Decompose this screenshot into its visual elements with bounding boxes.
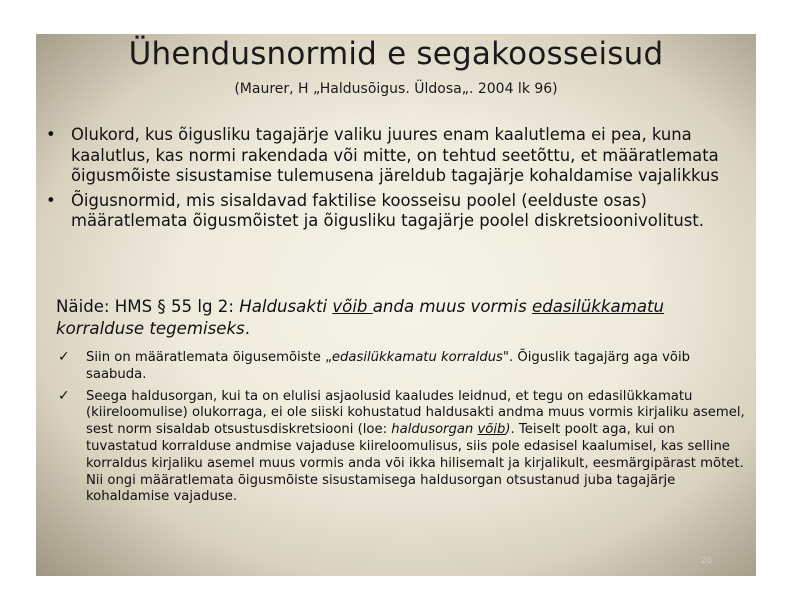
- check-list: [56, 350, 746, 511]
- check-text-italic-underlined: võib: [477, 422, 506, 438]
- check-item: [56, 389, 746, 507]
- slide: [36, 34, 756, 576]
- example-underlined-2: edasilükkamatu: [532, 297, 665, 316]
- example-italic-2: anda muus vormis: [372, 297, 533, 316]
- bullet-item: [42, 125, 754, 187]
- checkmark-icon: ✓: [58, 349, 70, 365]
- check-text-italic-end: ): [505, 422, 511, 438]
- slide-number: 20: [700, 556, 712, 566]
- bullet-list: [42, 125, 754, 236]
- check-text-pre: Siin on määratlemata õigusemõiste „: [86, 350, 332, 365]
- check-text-post: . Teiselt poolt aga, kui on tuvastatud korralduse andmise vajaduse kiireloomulisus, siis pole edasisel kaalumisel, kas selline korraldus kirjaliku asemel muus vormis anda või ikka hilisemalt ja kirjalikult, eesmärgipärast mõtet. Nii ongi määratlemata õigusmõiste sisustamisega haldusorgan otsustanud juba tagajärje kohaldamise vajaduse.: [86, 422, 744, 505]
- slide-subtitle: (Maurer, H „Haldusõigus. Üldosa„. 2004 lk 96): [234, 81, 558, 97]
- bullet-dot-icon: •: [46, 125, 56, 144]
- bullet-item: [42, 191, 754, 232]
- bullet-text: Olukord, kus õigusliku tagajärje valiku juures enam kaalutlema ei pea, kuna kaalutlus, kas normi rakendada või mitte, on tehtud seetõttu, et määratlemata õigusmõiste sisustamise tulemusena järeldub tagajärje kohaldamise vajalikkus: [71, 125, 719, 185]
- example-paragraph: [56, 296, 746, 340]
- example-italic-1: Haldusakti: [239, 297, 333, 316]
- bullet-text: Õigusnormid, mis sisaldavad faktilise koosseisu poolel (eelduste osas) määratlemata õigusmõistet ja õigusliku tagajärje poolel diskretsioonivolitust.: [71, 190, 704, 230]
- check-text-italic: edasilükkamatu korraldus": [331, 350, 509, 365]
- checkmark-icon: ✓: [58, 387, 70, 404]
- slide-title: Ühendusnormid e segakoosseisud: [128, 36, 664, 72]
- check-text-post: . Õiguslik tagajärg aga võib saabuda.: [86, 350, 691, 382]
- example-italic-3: korralduse tegemiseks: [56, 319, 245, 338]
- bullet-dot-icon: •: [46, 190, 56, 210]
- check-text-pre: Seega haldusorgan, kui ta on elulisi asjaolusid kaaludes leidnud, et tegu on edasilükkamatu (kiireloomulise) olukorraga, ei ole siiski kohustatud haldusakti andma muus vormis kirjaliku asemel, sest norm sisaldab otsustusdiskretsiooni (loe:: [86, 388, 745, 438]
- check-item: [56, 350, 746, 384]
- example-lead: Näide: HMS § 55 lg 2:: [56, 297, 240, 316]
- check-text-italic: haldusorgan: [391, 422, 478, 438]
- example-underlined-1: võib: [332, 297, 373, 316]
- example-end: .: [244, 319, 250, 338]
